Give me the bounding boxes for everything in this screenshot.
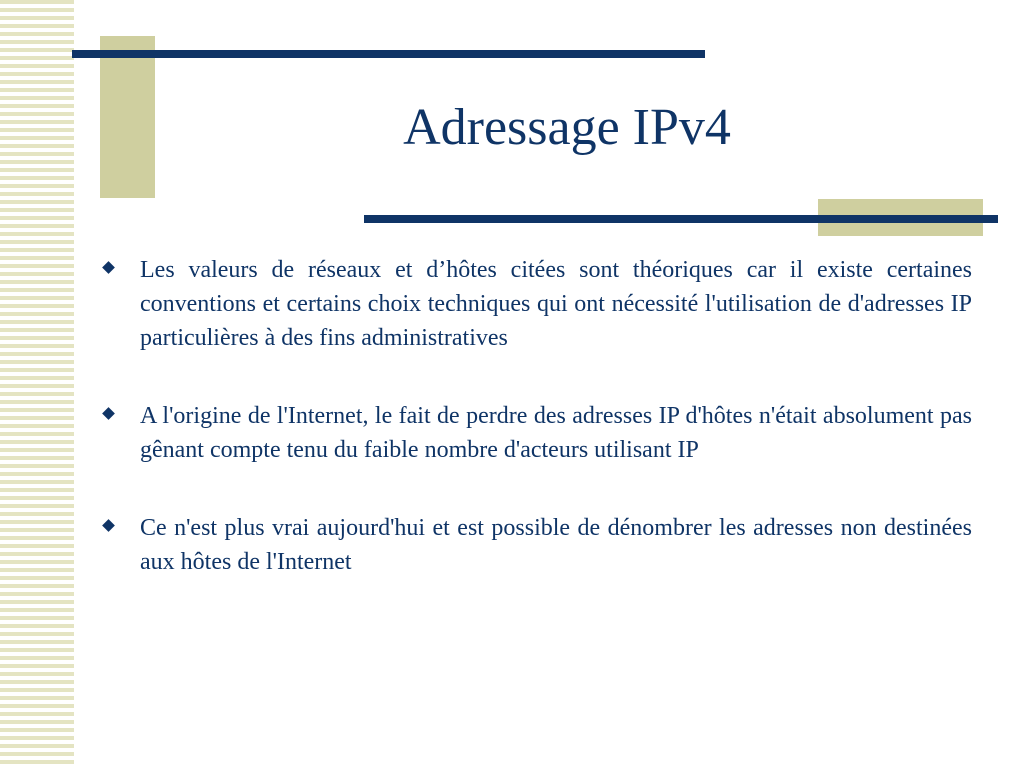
slide-title: Adressage IPv4 <box>403 99 731 156</box>
decorative-stripes <box>0 0 74 768</box>
title-rule-top <box>72 50 705 58</box>
bullet-item <box>100 511 972 579</box>
diamond-bullet-icon <box>102 407 115 420</box>
bullet-item <box>100 253 972 355</box>
bullet-text: Ce n'est plus vrai aujourd'hui et est possible de dénombrer les adresses non destinées aux hôtes de l'Internet <box>140 515 972 575</box>
bullet-list <box>100 253 972 623</box>
title-rule-bottom <box>364 215 998 223</box>
bullet-item <box>100 399 972 467</box>
diamond-bullet-icon <box>102 519 115 532</box>
bullet-text: A l'origine de l'Internet, le fait de perdre des adresses IP d'hôtes n'était absolument pas gênant compte tenu du faible nombre d'acteurs utilisant IP <box>140 403 972 463</box>
bullet-text: Les valeurs de réseaux et d’hôtes citées sont théoriques car il existe certaines conventions et certains choix techniques qui ont nécessité l'utilisation de d'adresses IP particulières à des fins administratives <box>140 257 972 351</box>
diamond-bullet-icon <box>102 261 115 274</box>
decorative-tan-block-left <box>100 36 155 198</box>
